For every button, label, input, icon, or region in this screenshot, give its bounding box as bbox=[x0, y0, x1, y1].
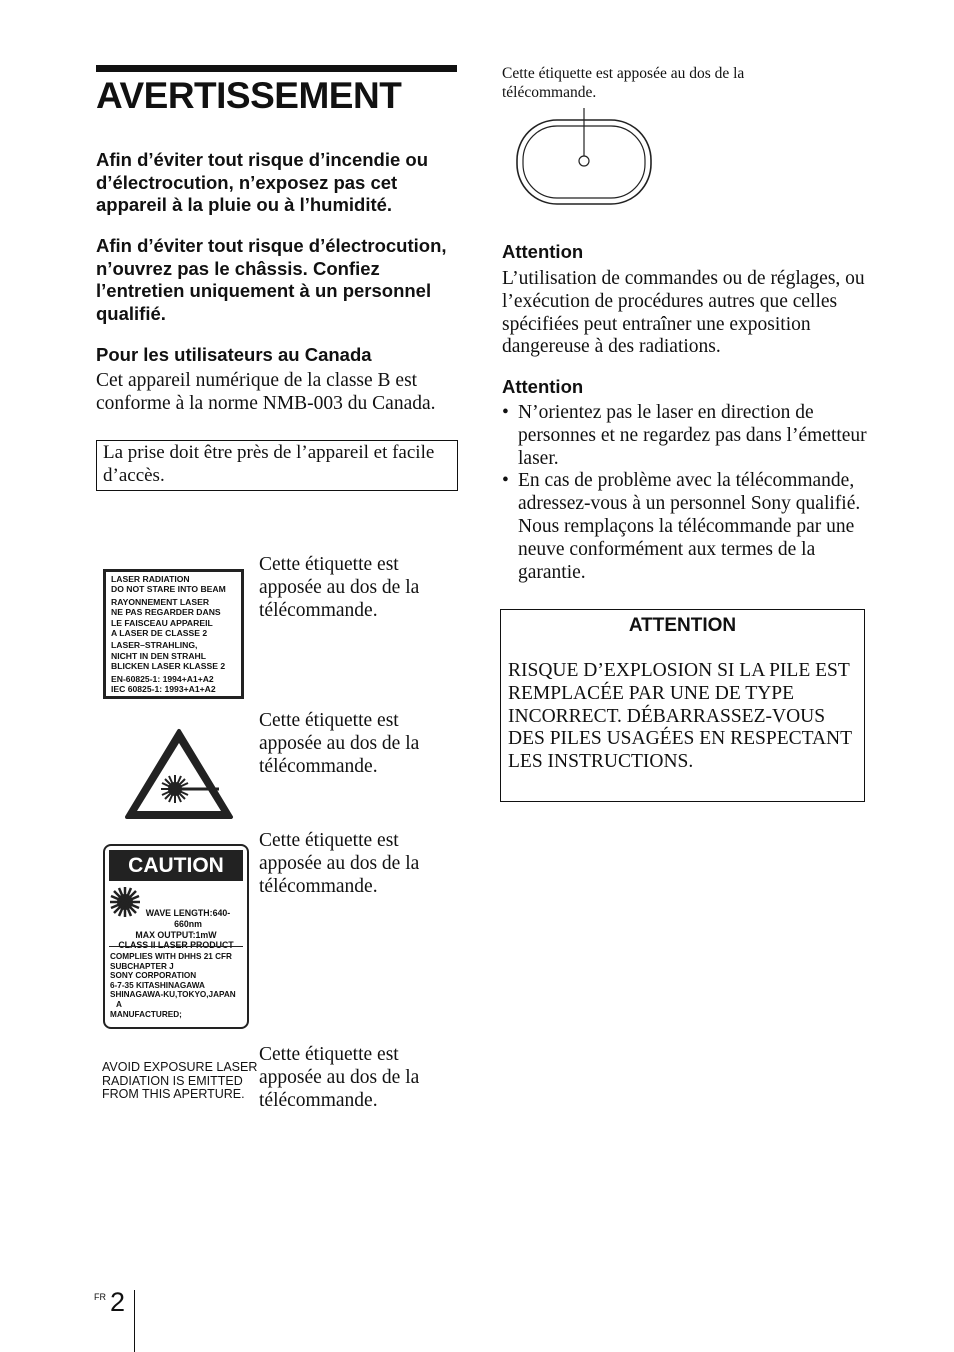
battery-warning-title: ATTENTION bbox=[628, 615, 737, 636]
caution-legal-line: SHINAGAWA-KU,TOKYO,JAPAN bbox=[110, 990, 236, 1000]
list-item: • N’orientez pas le laser en direction de personnes et ne regardez pas dans l’émetteur laser. bbox=[502, 402, 867, 469]
plug-notice-box bbox=[96, 440, 458, 491]
page-title: AVERTISSEMENT bbox=[96, 75, 402, 116]
caution-spec-line: MAX OUTPUT:1mW bbox=[135, 929, 217, 940]
attention-bullet-list bbox=[502, 402, 867, 584]
fire-warning: Afin d’éviter tout risque d’incendie ou d’électrocution, n’exposez pas cet appareil à la pluie ou à l’humidité. bbox=[96, 149, 428, 215]
laser-label-line: LASER RADIATION bbox=[111, 574, 190, 584]
laser-label-line: IEC 60825-1: 1993+A1+A2 bbox=[111, 684, 216, 695]
attention-heading: Attention bbox=[502, 241, 584, 262]
attention-text: L’utilisation de commandes ou de réglages, ou l’exécution de procédures autres que celles spécifiées peut entraîner une exposition dangereuse à des radiations. bbox=[502, 268, 865, 358]
shock-warning: Afin d’éviter tout risque d’électrocution, n’ouvrez pas le châssis. Confiez l’entretien uniquement à un personnel qualifié. bbox=[96, 235, 447, 324]
aperture-label-line: RADIATION IS EMITTED bbox=[102, 1073, 243, 1088]
plug-notice-text: La prise doit être près de l’appareil et facile d’accès. bbox=[103, 442, 435, 486]
remote-back-illustration bbox=[515, 108, 655, 208]
caution-label bbox=[103, 844, 249, 1029]
caution-legal-line: 6-7-35 KITASHINAGAWA bbox=[110, 980, 205, 990]
aperture-label bbox=[102, 1061, 257, 1102]
laser-label-line: NICHT IN DEN STRAHL bbox=[111, 650, 207, 661]
aperture-label-line: FROM THIS APERTURE. bbox=[102, 1087, 245, 1101]
remote-caption: Cette étiquette est apposée au dos de la télécommande. bbox=[502, 65, 745, 101]
caution-legal-line: SUBCHAPTER J bbox=[110, 961, 174, 971]
caution-legal-line: COMPLIES WITH DHHS 21 CFR bbox=[110, 952, 232, 961]
title-rule bbox=[96, 65, 457, 72]
caution-spec-line: WAVE LENGTH:640-660nm bbox=[145, 908, 231, 929]
label-caption: Cette étiquette est apposée au dos de la télécommande. bbox=[259, 710, 420, 777]
laser-label-line: NE PAS REGARDER DANS bbox=[111, 607, 221, 618]
laser-hazard-icon bbox=[123, 727, 235, 821]
laser-label-line: LASER–STRAHLING, bbox=[111, 640, 198, 651]
laser-label-line: DO NOT STARE INTO BEAM bbox=[111, 584, 226, 595]
caution-legal-line: MANUFACTURED; bbox=[110, 1009, 182, 1019]
attention-heading: Attention bbox=[502, 376, 584, 397]
laser-warning-label bbox=[103, 569, 244, 699]
footer-rule bbox=[134, 1290, 135, 1352]
caution-legal-line: A bbox=[116, 999, 122, 1009]
laser-label-line: RAYONNEMENT LASER bbox=[111, 596, 210, 607]
laser-label-line: EN-60825-1: 1994+A1+A2 bbox=[111, 673, 214, 684]
page-number: 2 bbox=[110, 1287, 126, 1317]
aperture-label-line: AVOID EXPOSURE LASER bbox=[102, 1060, 258, 1074]
canada-text: Cet appareil numérique de la classe B est conforme à la norme NMB-003 du Canada. bbox=[96, 370, 436, 414]
laser-label-line: A LASER DE CLASSE 2 bbox=[111, 628, 208, 639]
canada-heading: Pour les utilisateurs au Canada bbox=[96, 344, 372, 365]
caution-title: CAUTION bbox=[109, 850, 243, 881]
battery-warning-box bbox=[500, 609, 865, 802]
label-caption: Cette étiquette est apposée au dos de la télécommande. bbox=[259, 554, 420, 621]
language-code: FR bbox=[94, 1292, 106, 1302]
label-caption: Cette étiquette est apposée au dos de la télécommande. bbox=[259, 1044, 420, 1111]
battery-warning-text: RISQUE D’EXPLOSION SI LA PILE EST REMPLACÉE PAR UNE DE TYPE INCORRECT. DÉBARRASSEZ-VOUS DES PILES USAGÉES EN RESPECTANT LES INSTRUCTIONS. bbox=[508, 660, 852, 773]
list-item: • En cas de problème avec la télécommande, adressez-vous à un personnel Sony qualifié. Nous remplaçons la télécommande par une neuve conformément aux termes de la garantie. bbox=[502, 470, 861, 583]
caution-divider bbox=[109, 946, 243, 947]
caution-legal-line: SONY CORPORATION bbox=[110, 971, 197, 981]
laser-label-line: LE FAISCEAU APPAREIL bbox=[111, 617, 213, 628]
label-caption: Cette étiquette est apposée au dos de la télécommande. bbox=[259, 830, 420, 897]
laser-label-line: BLICKEN LASER KLASSE 2 bbox=[111, 661, 226, 672]
